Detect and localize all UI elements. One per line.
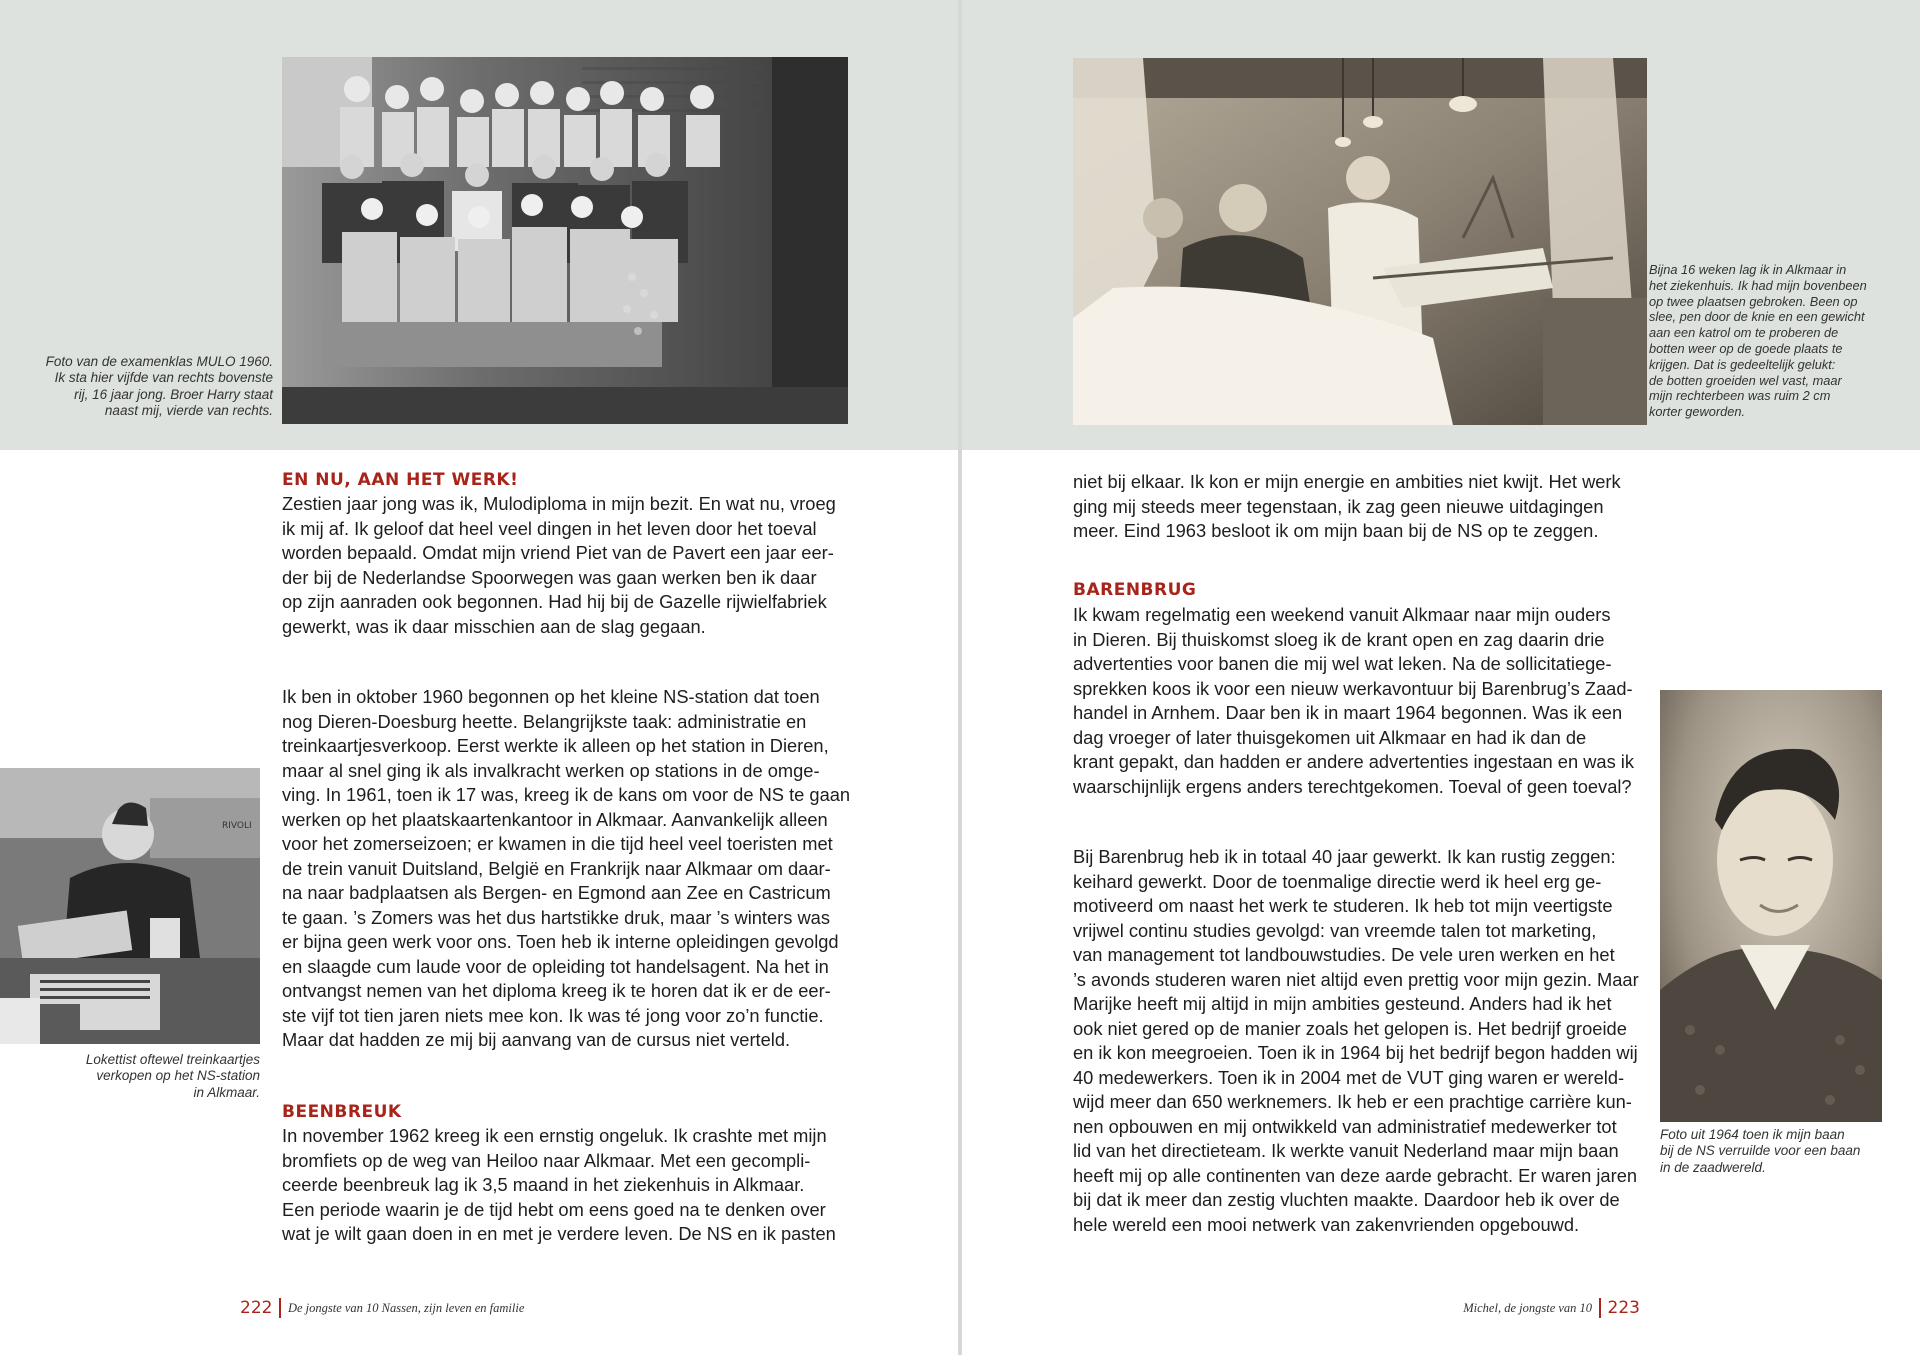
- ticket-clerk-caption: Lokettist oftewel treinkaartjes verkopen op het NS-station in Alkmaar.: [85, 1052, 260, 1100]
- right-page: [962, 0, 1920, 1355]
- hospital-photo: [1073, 58, 1647, 425]
- section2-paragraph1: In november 1962 kreeg ik een ernstig ongeluk. Ik crashte met mijn bromfiets op de weg van Heiloo naar Alkmaar. Met een gecompli- ceerde beenbreuk lag ik 3,5 maand in het ziekenhuis in Alkmaar. Een periode waarin je de tijd hebt om eens goed na te denken over wat je wilt gaan doen in en met je verdere leven. De NS en ik pasten: [282, 1125, 836, 1244]
- class-photo-caption: Foto van de examenklas MULO 1960. Ik sta hier vijfde van rechts bovenste rij, 16 jaar jong. Broer Harry staat naast mij, vierde van rechts.: [45, 354, 273, 418]
- footer-divider: [1599, 1298, 1601, 1318]
- running-title-right: Michel, de jongste van 10: [1463, 1300, 1593, 1315]
- section3-paragraph2: Bij Barenbrug heb ik in totaal 40 jaar gewerkt. Ik kan rustig zeggen: keihard gewerkt. Door de toenmalige directie werd ik heel erg ge- motiveerd om naast het werk te studeren. Ik heb tot mijn veertigste vrijwel continu studies gevolgd: van vreemde talen tot marketing, van management tot landbouwstudies. De vele uren werken en het ’s avonds studeren waren niet altijd even prettig voor mijn gezin. Maar Marijke heeft mij altijd in mijn ambities gesteund. Anders had ik het ook niet gered op de manier zoals het gelopen is. Het bedrijf groeide en ik kon meegroeien. Toen ik in 1964 bij het bedrijf begon hadden wij 40 medewerkers. Toen ik in 2004 met de VUT ging waren er wereld- wijd meer dan 650 werknemers. Ik heb er een prachtige carrière kun- nen opbouwen en mij ontwikkeld van administratief medewerker tot lid van het directieteam. Ik werkte vanuit Nederland maar mijn baan heeft mij op alle continenten van deze aarde gebracht. Er waren jaren bij dat ik meer dan zestig vluchten maakte. Daardoor heb ik over de hele wereld een mooi netwerk van zakenvrienden opgebouwd.: [1073, 846, 1639, 1235]
- footer-left: [240, 1295, 524, 1321]
- section1-paragraph2: Ik ben in oktober 1960 begonnen op het kleine NS-station dat toen nog Dieren-Doesburg heette. Belangrijkste taak: administratie en treinkaartjesverkoop. Eerst werkte ik alleen op het station in Dieren, maar al snel ging ik als invalkracht werken op stations in de omge- ving. In 1961, toen ik 17 was, kreeg ik de kans om voor de NS te gaan werken op het plaatskaartenkantoor in Alkmaar. Aanvankelijk alleen voor het zomerseizoen; er kwamen in die tijd heel veel toeristen met de trein vanuit Duitsland, België en Frankrijk naar Alkmaar om daar- na naar badplaatsen als Bergen- en Egmond aan Zee en Castricum te gaan. ’s Zomers was het dus hartstikke druk, maar ’s winters was er bijna geen werk voor ons. Toen heb ik interne opleidingen gevolgd en slaagde cum laude voor de opleiding tot handelsagent. Na het in ontvangst nemen van het diploma kreeg ik te horen dat ik er de eer- ste vijf tot tien jaren niets mee kon. Ik was té jong voor zo’n functie. Maar dat hadden ze mij bij aanvang van de cursus niet verteld.: [282, 686, 851, 1050]
- footer-divider: [279, 1298, 281, 1318]
- class-photo-mulo-1960: [282, 57, 848, 424]
- rivoli-sign: RIVOLI: [222, 821, 252, 831]
- portrait-caption: Foto uit 1964 toen ik mijn baan bij de NS verruilde voor een baan in de zaadwereld.: [1660, 1127, 1861, 1175]
- section3-paragraph1: Ik kwam regelmatig een weekend vanuit Alkmaar naar mijn ouders in Dieren. Bij thuiskomst sloeg ik de krant open en zag daarin drie advertenties voor banen die mij wel wat leken. Na de sollicitatiege- sprekken koos ik voor een nieuw werkavontuur bij Barenbrug’s Zaad- handel in Arnhem. Daar ben ik in maart 1964 begonnen. Was ik een dag vroeger of later thuisgekomen uit Alkmaar en had ik dan de krant gepakt, dan hadden er andere advertenties ingestaan en was ik waarschijnlijk ergens anders terechtgekomen. Toeval of geen toeval?: [1073, 604, 1635, 797]
- hospital-photo-caption: Bijna 16 weken lag ik in Alkmaar in het ziekenhuis. Ik had mijn bovenbeen op twee plaatsen gebroken. Been op slee, pen door de knie en een gewicht aan een katrol om te proberen de botten weer op de goede plaats te krijgen. Dat is gedeeltelijk gelukt: de botten groeiden wel vast, maar mijn rechterbeen was ruim 2 cm korter geworden.: [1649, 262, 1867, 420]
- portrait-1964-photo: [1660, 690, 1882, 1122]
- page-number-right: 223: [1607, 1298, 1640, 1318]
- section-heading-beenbreuk: BEENBREUK: [282, 1102, 402, 1122]
- left-page: [0, 0, 958, 1355]
- page-number-left: 222: [240, 1298, 273, 1318]
- section-heading-barenbrug: BARENBRUG: [1073, 580, 1197, 600]
- section-heading-en-nu-aan-het-werk: EN NU, AAN HET WERK!: [282, 470, 519, 490]
- running-title-left: De jongste van 10 Nassen, zijn leven en familie: [287, 1300, 525, 1315]
- ticket-clerk-photo: [0, 768, 260, 1044]
- section1-paragraph1: Zestien jaar jong was ik, Mulodiploma in mijn bezit. En wat nu, vroeg ik mij af. Ik geloof dat heel veel dingen in het leven door het toeval worden bepaald. Omdat mijn vriend Piet van de Pavert een jaar eer- der bij de Nederlandse Spoorwegen was gaan werken ben ik daar op zijn aanraden ook begonnen. Had hij bij de Gazelle rijwielfabriek gewerkt, was ik daar misschien aan de slag gegaan.: [282, 493, 836, 637]
- continuation-paragraph: niet bij elkaar. Ik kon er mijn energie en ambities niet kwijt. Het werk ging mij steeds meer tegenstaan, ik zag geen nieuwe uitdagingen meer. Eind 1963 besloot ik om mijn baan bij de NS op te zeggen.: [1073, 471, 1621, 541]
- footer-right: [1463, 1295, 1640, 1321]
